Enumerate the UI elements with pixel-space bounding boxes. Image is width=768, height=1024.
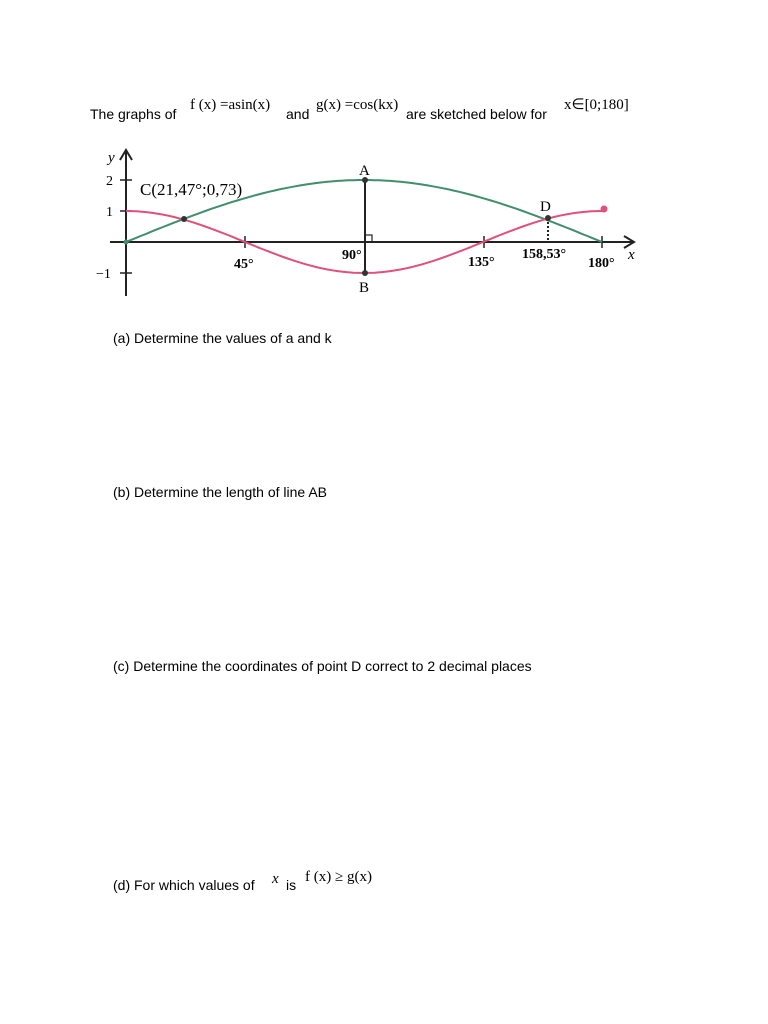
point-B-dot: [362, 270, 368, 276]
x-axis-label: x: [628, 247, 635, 263]
point-C-dot: [181, 216, 187, 222]
point-B-label: B: [359, 280, 370, 296]
y-tick-label-2: 2: [106, 174, 113, 189]
intro-and: and: [286, 106, 310, 122]
g-definition: g(x) =cos(kx): [316, 97, 399, 113]
f-origin-dot: [124, 240, 129, 245]
y-tick-label-neg1: −1: [96, 267, 111, 282]
question-c: (c) Determine the coordinates of point D correct to 2 decimal places: [113, 658, 532, 674]
point-C-label: C(21,47°;0,73): [140, 180, 243, 199]
intro-lead: The graphs of: [90, 106, 177, 122]
question-d-lead: (d) For which values of: [113, 877, 255, 893]
x-tick-label-180: 180°: [588, 256, 615, 271]
point-A-label: A: [359, 163, 370, 179]
question-a: (a) Determine the values of a and k: [113, 330, 332, 346]
domain-interval: x∈[0;180]: [564, 97, 629, 113]
x-tick-label-135: 135°: [468, 255, 495, 270]
trig-graph: [88, 140, 648, 310]
question-b: (b) Determine the length of line AB: [113, 484, 328, 500]
g-endpoint-dot: [601, 206, 608, 213]
x-tick-label-158: 158,53°: [522, 247, 567, 262]
y-axis-label: y: [108, 150, 115, 166]
intro-tail: are sketched below for: [406, 106, 547, 122]
f-definition: f (x) =asin(x): [190, 97, 271, 113]
question-d-is: is: [286, 877, 297, 893]
right-angle-marker: [365, 235, 372, 242]
question-d-variable: x: [272, 871, 279, 887]
x-tick-label-90: 90°: [342, 248, 362, 263]
y-tick-label-1: 1: [106, 205, 113, 220]
question-d-inequality: f (x) ≥ g(x): [305, 869, 372, 885]
point-D-label: D: [540, 199, 551, 215]
x-tick-label-45: 45°: [234, 257, 254, 272]
point-D-dot: [545, 215, 551, 221]
